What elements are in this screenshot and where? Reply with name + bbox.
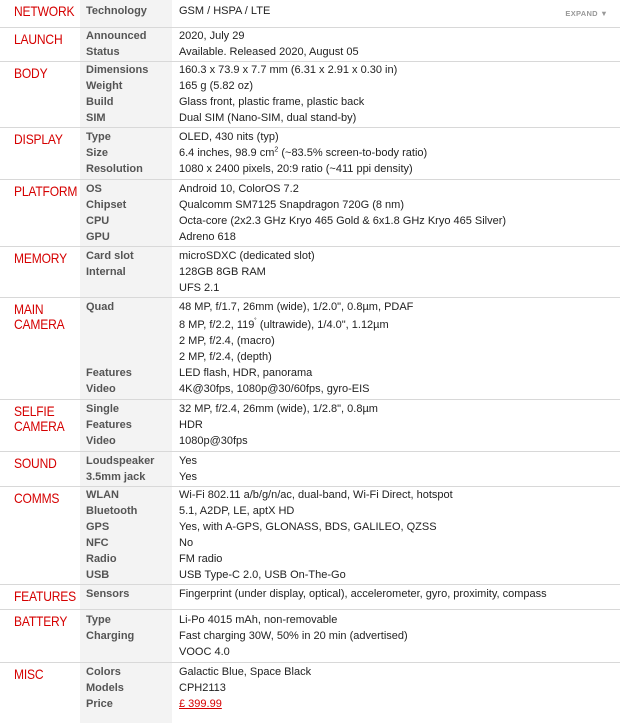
spec-key: Resolution: [86, 163, 143, 175]
spec-row: [0, 365, 620, 381]
spec-key: 3.5mm jack: [86, 471, 146, 483]
section-title: SELFIE CAMERA: [14, 403, 65, 434]
section-title: LAUNCH: [14, 31, 63, 47]
spec-value-text: Octa-core (2x2.3 GHz Kryo 465 Gold & 6x1.8 GHz Kryo 465 Silver): [179, 215, 507, 227]
spec-value: [179, 333, 275, 349]
spec-row: [0, 181, 620, 197]
spec-value: [179, 280, 219, 296]
spec-value: [179, 433, 248, 449]
spec-key: Weight: [86, 80, 123, 92]
spec-row: [0, 628, 620, 644]
spec-row: [0, 453, 620, 469]
spec-key: Type: [86, 614, 111, 626]
spec-value: [179, 680, 226, 696]
spec-section-memory: [0, 246, 620, 298]
section-title: FEATURES: [14, 588, 76, 604]
spec-value-text: Yes, with A-GPS, GLONASS, BDS, GALILEO, QZSS: [179, 521, 437, 533]
spec-row: [0, 197, 620, 213]
spec-value: [179, 28, 244, 44]
spec-key: Price: [86, 698, 113, 710]
spec-value-text: Fast charging 30W, 50% in 20 min (advertised): [179, 630, 408, 642]
spec-row: [0, 433, 620, 449]
spec-row: [0, 129, 620, 145]
spec-value: [179, 161, 413, 177]
spec-value: [179, 586, 547, 602]
spec-value: [179, 213, 506, 229]
spec-key: Loudspeaker: [86, 455, 155, 467]
spec-key: Radio: [86, 553, 117, 565]
spec-row: [0, 551, 620, 567]
spec-row: [0, 519, 620, 535]
spec-row: [0, 264, 620, 280]
section-title: PLATFORM: [14, 183, 78, 199]
spec-row: [0, 44, 620, 60]
spec-section-platform: [0, 179, 620, 247]
spec-value-text: (~83.5% screen-to-body ratio): [278, 147, 428, 159]
spec-value-text: Android 10, ColorOS 7.2: [179, 183, 299, 195]
spec-row: [0, 78, 620, 94]
spec-key: USB: [86, 569, 110, 581]
spec-row: [0, 248, 620, 264]
spec-value-text: 165 g (5.82 oz): [179, 80, 253, 92]
spec-value-text: Qualcomm SM7125 Snapdragon 720G (8 nm): [179, 199, 405, 211]
spec-section-network: [0, 0, 620, 27]
spec-key: Quad: [86, 301, 115, 313]
spec-value: [179, 519, 437, 535]
spec-key: Video: [86, 383, 116, 395]
spec-value: [179, 181, 299, 197]
spec-value-text: Yes: [179, 471, 197, 483]
spec-value-text: FM radio: [179, 553, 223, 565]
spec-value-text: 32 MP, f/2.4, 26mm (wide), 1/2.8", 0.8µm: [179, 403, 378, 415]
spec-value-text: 1080p@30fps: [179, 435, 248, 447]
spec-value-text: 2 MP, f/2.4, (macro): [179, 335, 275, 347]
spec-value-text: GSM / HSPA / LTE: [179, 5, 271, 17]
spec-value: [179, 62, 397, 78]
spec-value: [179, 567, 346, 583]
spec-value-text: 2020, July 29: [179, 30, 245, 42]
spec-value: [179, 145, 427, 161]
spec-key: Chipset: [86, 199, 127, 211]
spec-value: [179, 264, 266, 280]
spec-value-text: Galactic Blue, Space Black: [179, 666, 312, 678]
spec-value-text: (ultrawide), 1/4.0", 1.12µm: [256, 319, 389, 331]
spec-section-sound: [0, 451, 620, 487]
spec-row: [0, 567, 620, 583]
spec-row: [0, 696, 620, 712]
spec-row: [0, 3, 620, 19]
spec-value-text: 1080 x 2400 pixels, 20:9 ratio (~411 ppi density): [179, 163, 413, 175]
spec-row: [0, 417, 620, 433]
spec-key: Features: [86, 419, 132, 431]
spec-value-text: 6.4 inches, 98.9 cm: [179, 147, 275, 159]
spec-value: [179, 551, 222, 567]
section-title: MAIN CAMERA: [14, 301, 65, 332]
section-title: NETWORK: [14, 3, 75, 19]
spec-key: SIM: [86, 112, 106, 124]
spec-value: [179, 644, 230, 660]
section-title: MEMORY: [14, 250, 67, 266]
spec-row: [0, 94, 620, 110]
spec-row: [0, 110, 620, 126]
spec-value: [179, 349, 272, 365]
section-title: MISC: [14, 666, 44, 682]
spec-value-text: 48 MP, f/1.7, 26mm (wide), 1/2.0", 0.8µm, PDAF: [179, 301, 414, 313]
spec-value: [179, 401, 378, 417]
section-title: COMMS: [14, 490, 60, 506]
section-title: BODY: [14, 65, 48, 81]
spec-value-text: Glass front, plastic frame, plastic back: [179, 96, 365, 108]
spec-key: Features: [86, 367, 132, 379]
spec-row: [0, 664, 620, 680]
spec-value: [179, 503, 294, 519]
spec-value: [179, 612, 337, 628]
spec-section-misc: [0, 662, 620, 723]
spec-row: [0, 333, 620, 349]
spec-key: Bluetooth: [86, 505, 138, 517]
spec-row: [0, 161, 620, 177]
spec-row: [0, 28, 620, 44]
spec-section-main-camera: [0, 297, 620, 400]
spec-section-launch: [0, 27, 620, 62]
spec-value-text: No: [179, 537, 194, 549]
spec-value-text: Fingerprint (under display, optical), accelerometer, gyro, proximity, compass: [179, 588, 547, 600]
spec-key: Dimensions: [86, 64, 149, 76]
spec-key: Models: [86, 682, 124, 694]
spec-value: [179, 535, 193, 551]
spec-key: Status: [86, 46, 120, 58]
spec-key: Technology: [86, 5, 147, 17]
spec-value: [179, 78, 253, 94]
spec-key: Single: [86, 403, 120, 415]
spec-value-text: Yes: [179, 455, 197, 467]
spec-row: [0, 317, 620, 333]
spec-row: [0, 644, 620, 660]
spec-section-display: [0, 127, 620, 180]
superscript: 2: [274, 146, 279, 154]
spec-value-text: 4K@30fps, 1080p@30/60fps, gyro-EIS: [179, 383, 370, 395]
spec-key: Charging: [86, 630, 135, 642]
spec-key: Internal: [86, 266, 126, 278]
spec-value: [179, 3, 270, 19]
spec-value: [179, 94, 364, 110]
spec-row: [0, 213, 620, 229]
spec-row: [0, 229, 620, 245]
spec-row: [0, 612, 620, 628]
spec-value: [179, 628, 408, 644]
spec-value: [179, 381, 370, 397]
spec-value: [179, 317, 389, 333]
spec-row: [0, 535, 620, 551]
spec-key: Card slot: [86, 250, 134, 262]
spec-value: [179, 110, 356, 126]
spec-value-text: 128GB 8GB RAM: [179, 266, 266, 278]
spec-value: [179, 229, 236, 245]
spec-key: Video: [86, 435, 116, 447]
spec-row: [0, 586, 620, 602]
spec-row: [0, 503, 620, 519]
spec-value-text: CPH2113: [179, 682, 226, 694]
spec-key: OS: [86, 183, 102, 195]
spec-key: NFC: [86, 537, 109, 549]
spec-value: [179, 299, 413, 315]
spec-value-text: 160.3 x 73.9 x 7.7 mm (6.31 x 2.91 x 0.30 in): [179, 64, 398, 76]
spec-row: [0, 401, 620, 417]
spec-value: [179, 469, 197, 485]
spec-value-text: microSDXC (dedicated slot): [179, 250, 315, 262]
expand-label: EXPAND: [565, 9, 598, 18]
spec-section-comms: [0, 486, 620, 585]
spec-value: [179, 248, 315, 264]
spec-row: [0, 299, 620, 315]
spec-value: [179, 453, 197, 469]
spec-section-body: [0, 61, 620, 128]
spec-value-text: 5.1, A2DP, LE, aptX HD: [179, 505, 295, 517]
spec-value-text: 8 MP, f/2.2, 119: [179, 319, 255, 331]
spec-value-text: Li-Po 4015 mAh, non-removable: [179, 614, 338, 626]
spec-value-text: Adreno 618: [179, 231, 236, 243]
spec-section-selfie-camera: [0, 399, 620, 452]
spec-key: Announced: [86, 30, 147, 42]
spec-key: Sensors: [86, 588, 130, 600]
spec-section-battery: [0, 609, 620, 663]
spec-value-text: Dual SIM (Nano-SIM, dual stand-by): [179, 112, 357, 124]
spec-key: WLAN: [86, 489, 119, 501]
spec-row: [0, 680, 620, 696]
spec-key: GPU: [86, 231, 110, 243]
spec-key: Colors: [86, 666, 121, 678]
spec-row: [0, 145, 620, 161]
spec-value-text: LED flash, HDR, panorama: [179, 367, 313, 379]
spec-value-text: VOOC 4.0: [179, 646, 230, 658]
spec-value: [179, 417, 203, 433]
spec-value: [179, 487, 453, 503]
spec-value-text: 2 MP, f/2.4, (depth): [179, 351, 272, 363]
spec-value-text: HDR: [179, 419, 203, 431]
spec-row: [0, 381, 620, 397]
spec-section-features: [0, 584, 620, 610]
spec-key: Size: [86, 147, 109, 159]
spec-row: [0, 280, 620, 296]
triangle-down-icon: ▼: [597, 9, 608, 18]
superscript: ˚: [254, 318, 257, 326]
spec-value: [179, 365, 312, 381]
spec-row: [0, 469, 620, 485]
spec-value-text: UFS 2.1: [179, 282, 220, 294]
spec-key: GPS: [86, 521, 110, 533]
spec-key: Type: [86, 131, 111, 143]
spec-row: [0, 487, 620, 503]
spec-value[interactable]: [179, 696, 222, 712]
spec-value: [179, 197, 404, 213]
section-title: SOUND: [14, 455, 57, 471]
spec-value-text: Wi-Fi 802.11 a/b/g/n/ac, dual-band, Wi-Fi Direct, hotspot: [179, 489, 453, 501]
spec-value-text: Available. Released 2020, August 05: [179, 46, 359, 58]
spec-value: [179, 664, 311, 680]
spec-value-text: OLED, 430 nits (typ): [179, 131, 279, 143]
spec-key: CPU: [86, 215, 110, 227]
section-title: BATTERY: [14, 613, 68, 629]
spec-row: [0, 349, 620, 365]
spec-value: [179, 129, 279, 145]
spec-value: [179, 44, 359, 60]
spec-row: [0, 62, 620, 78]
spec-key: Build: [86, 96, 114, 108]
section-title: DISPLAY: [14, 131, 63, 147]
spec-value-text: USB Type-C 2.0, USB On-The-Go: [179, 569, 346, 581]
price-link[interactable]: £ 399.99: [179, 698, 222, 710]
expand-button[interactable]: [565, 9, 608, 18]
